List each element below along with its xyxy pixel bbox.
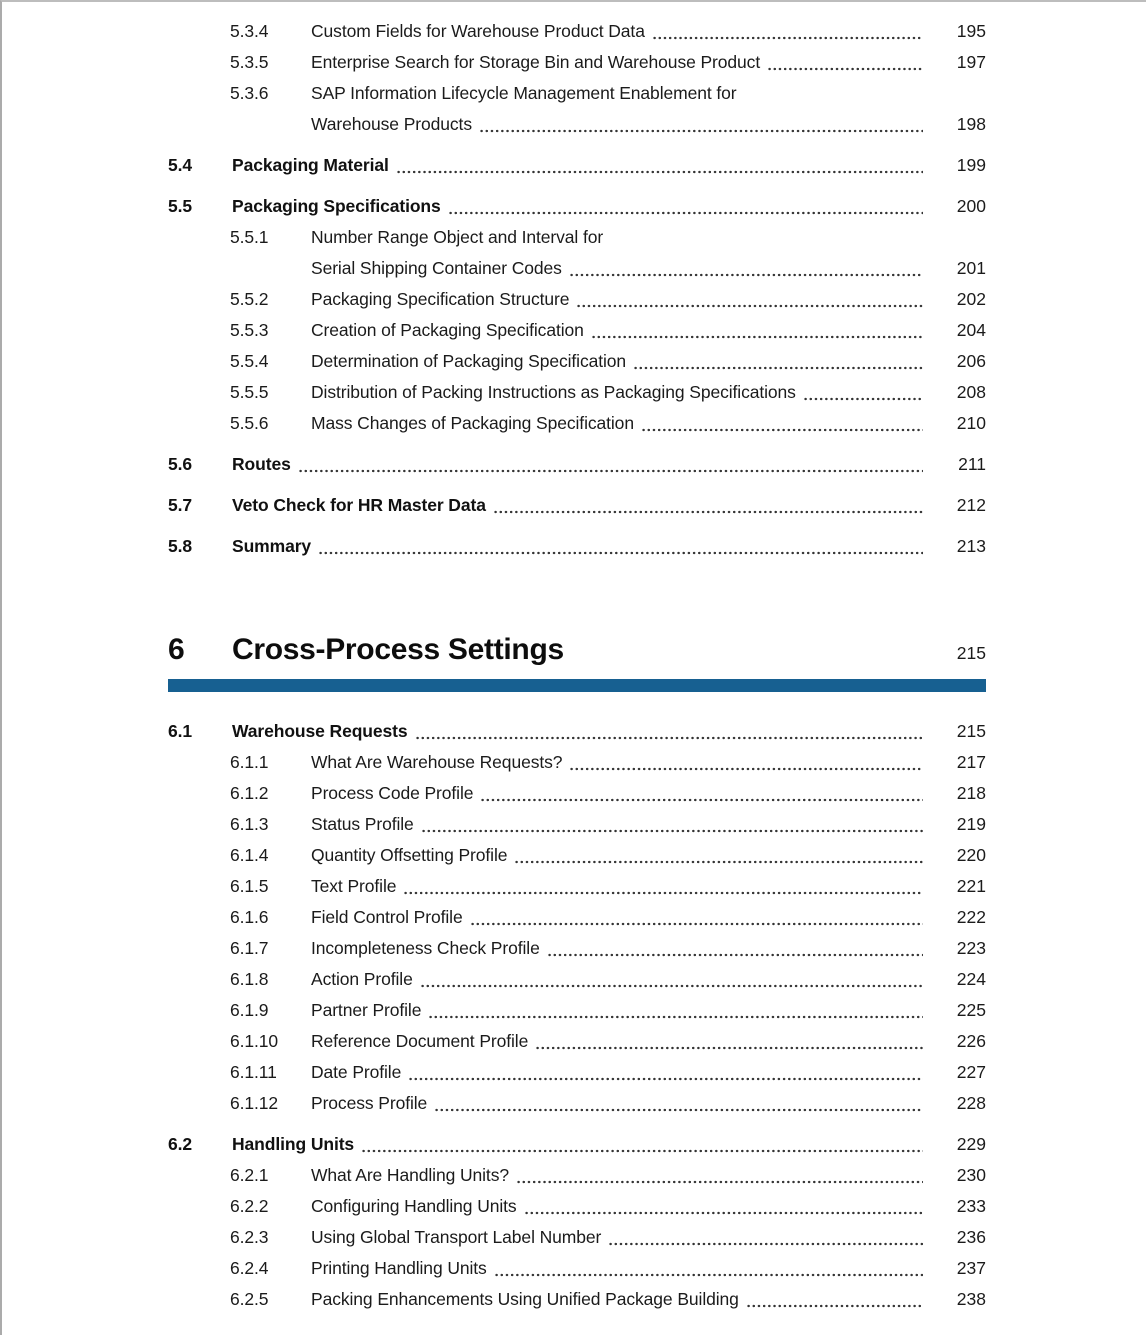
toc-entry-page-number: 221 [956,876,986,896]
toc-entry-title-line1 [311,809,938,840]
dot-leader [421,809,923,840]
toc-entry-number: 5.4 [168,155,193,175]
toc-entry-number: 6.1.5 [230,876,269,896]
toc-entry-title: Determination of Packaging Specification [311,351,627,371]
toc-entry-title-line1 [311,1088,938,1119]
toc-row[interactable] [230,284,986,315]
toc-entry-page-number: 204 [956,320,986,340]
toc-entry-text [311,1222,938,1253]
toc-row[interactable] [230,1088,986,1119]
chapter-heading[interactable] [168,630,986,670]
toc-entry-number: 5.3.4 [230,21,269,41]
toc-row[interactable] [168,150,986,181]
dot-leader [608,1222,923,1253]
toc-entry-title: Packing Enhancements Using Unified Package Building [311,1289,739,1309]
toc-entry-text [232,1129,938,1160]
toc-entry-title-line1 [232,191,938,222]
dot-leader [298,449,923,480]
toc-entry-number: 6.2.1 [230,1165,269,1185]
dot-leader [535,1026,923,1057]
toc-entry-text [311,809,938,840]
toc-entry-title: Using Global Transport Label Number [311,1227,602,1247]
toc-entry-title-line1 [232,150,938,181]
dot-leader [641,408,923,439]
toc-entry-title-line1 [311,840,938,871]
toc-entry-title-line1 [311,284,938,315]
chapter-rule [168,679,986,692]
toc-entry-title: Summary [232,536,312,556]
toc-entry-number: 5.8 [168,536,193,556]
toc-entry-title: Custom Fields for Warehouse Product Data [311,21,645,41]
dot-leader [524,1191,923,1222]
toc-entry-title-line1 [232,449,938,480]
toc-entry-text [311,284,938,315]
toc-row[interactable] [230,78,986,140]
toc-row[interactable] [230,871,986,902]
toc-row[interactable] [168,716,986,747]
dot-leader [415,716,923,747]
toc-row[interactable] [230,778,986,809]
toc-entry-text [311,1160,938,1191]
toc-entry-number: 6.1.6 [230,907,269,927]
toc-entry-page-number: 212 [956,495,986,515]
dot-leader [633,346,923,377]
toc-entry-title-line1 [311,1191,938,1222]
toc-entry-page-number: 213 [956,536,986,556]
toc-entry-title-line1 [311,1026,938,1057]
dot-leader [396,150,923,181]
toc-entry-title-line2 [311,253,938,284]
toc-entry-title: Configuring Handling Units [311,1196,517,1216]
dot-leader [448,191,923,222]
toc-entry-page-number: 197 [956,52,986,72]
toc-entry-title-line1 [311,871,938,902]
toc-entry-title-line1 [232,1129,938,1160]
dot-leader [408,1057,923,1088]
toc-row[interactable] [168,1129,986,1160]
toc-entry-page-number: 226 [956,1031,986,1051]
toc-entry-number: 5.5.1 [230,227,269,247]
toc-entry-title: Printing Handling Units [311,1258,487,1278]
toc-entry-text [311,747,938,778]
toc-entry-number: 6.2.5 [230,1289,269,1309]
toc-entry-title: What Are Handling Units? [311,1165,509,1185]
toc-row[interactable] [230,1222,986,1253]
toc-entry-title: Process Code Profile [311,783,474,803]
chapter-page-number: 215 [956,643,986,663]
dot-leader [403,871,923,902]
toc-entry-title-line1 [311,408,938,439]
toc-entry-text [311,408,938,439]
toc-entry-number: 6.1.8 [230,969,269,989]
toc-entry-number: 6.1.4 [230,845,269,865]
toc-row[interactable] [230,315,986,346]
toc-entry-number: 6.1.12 [230,1093,279,1113]
toc-entry-number: 5.3.6 [230,83,269,103]
toc-entry-page-number: 225 [956,1000,986,1020]
toc-entry-number: 6.1.11 [230,1062,277,1082]
toc-row[interactable] [230,809,986,840]
toc-entry-page-number: 218 [956,783,986,803]
toc-entry-text [311,1057,938,1088]
toc-entry-page-number: 223 [956,938,986,958]
toc-entry-text [311,315,938,346]
toc-entry-text [311,902,938,933]
dot-leader [318,531,923,562]
toc-entry-title: Partner Profile [311,1000,422,1020]
toc-entry-title: Field Control Profile [311,907,463,927]
toc-entry-number: 6.2.2 [230,1196,269,1216]
toc-row[interactable] [230,16,986,47]
toc-entry-title: Warehouse Requests [232,721,408,741]
toc-row[interactable] [230,747,986,778]
toc-row[interactable] [230,840,986,871]
toc-entry-title-continuation: Serial Shipping Container Codes [311,258,562,278]
dot-leader [420,964,923,995]
toc-entry-number: 6.1 [168,721,193,741]
toc-entry-page-number: 211 [958,454,986,474]
toc-entry-title: Date Profile [311,1062,402,1082]
toc-entry-text [232,449,938,480]
dot-leader [591,315,923,346]
toc-entry-page-number: 222 [956,907,986,927]
toc-entry-title: Packaging Specification Structure [311,289,570,309]
toc-entry-page-number: 224 [956,969,986,989]
toc-entry-title: Text Profile [311,876,397,896]
dot-leader [569,253,923,284]
toc-entry-page-number: 217 [956,752,986,772]
toc-entry-number: 6.2.3 [230,1227,269,1247]
toc-entry-text [311,1026,938,1057]
toc-entry-title: Quantity Offsetting Profile [311,845,508,865]
toc-entry-page-number: 195 [956,21,986,41]
dot-leader [547,933,923,964]
toc-entry-number: 5.5.3 [230,320,269,340]
toc-entry-title-line1 [311,47,938,78]
toc-entry-text [311,1191,938,1222]
toc-entry-page-number: 230 [956,1165,986,1185]
toc-row[interactable] [230,47,986,78]
toc-entry-title: Handling Units [232,1134,355,1154]
toc-entry-page-number: 199 [956,155,986,175]
toc-entry-page-number: 202 [956,289,986,309]
toc-row[interactable] [168,490,986,521]
toc-entry-number: 6.2 [168,1134,193,1154]
toc-entry-title-line1 [311,933,938,964]
toc-entry-page-number: 206 [956,351,986,371]
chapter-title: Cross-Process Settings [232,633,564,666]
toc-entry-page-number: 238 [956,1289,986,1309]
toc-entry-title-line1 [311,78,938,109]
toc-entry-title: Packaging Material [232,155,389,175]
toc-entry-title: Distribution of Packing Instructions as Packaging Specifications [311,382,796,402]
toc-entry-number: 5.5.5 [230,382,269,402]
toc-row[interactable] [230,902,986,933]
toc-row[interactable] [230,933,986,964]
toc-entry-number: 5.5 [168,196,193,216]
toc-entry-text [311,47,938,78]
toc-entry-title-line1 [311,1160,938,1191]
toc-row[interactable] [230,408,986,439]
chapter-heading-block [168,630,986,692]
toc-entry-text [311,871,938,902]
toc-entry-title-line1 [311,747,938,778]
toc-entry-page-number: 219 [956,814,986,834]
toc-entry-title: Action Profile [311,969,413,989]
toc-entry-title: Enterprise Search for Storage Bin and Warehouse Product [311,52,761,72]
toc-entry-number: 5.5.6 [230,413,269,433]
toc-entry-number: 6.1.9 [230,1000,269,1020]
toc-row[interactable] [168,449,986,480]
dot-leader [428,995,923,1026]
toc-row[interactable] [230,377,986,408]
toc-entry-text [311,840,938,871]
toc-entry-text [311,16,938,47]
toc-entry-number: 5.3.5 [230,52,269,72]
toc-entry-title-line1 [311,964,938,995]
toc-row[interactable] [168,191,986,222]
toc-entry-text [232,150,938,181]
toc-entry-number: 6.1.1 [230,752,269,772]
toc-entry-title-line1 [311,902,938,933]
dot-leader [480,778,923,809]
toc-row[interactable] [230,346,986,377]
toc-entry-number: 5.5.2 [230,289,269,309]
toc-entry-title-line1 [311,346,938,377]
toc-entry-number: 5.7 [168,495,193,515]
toc-row[interactable] [230,1191,986,1222]
toc-entry-text [311,933,938,964]
toc-entry-title-line1 [311,1253,938,1284]
dot-leader [514,840,923,871]
toc-row[interactable] [230,1253,986,1284]
dot-leader [434,1088,923,1119]
toc-entry-title: Reference Document Profile [311,1031,529,1051]
dot-leader [493,490,923,521]
toc-entry-page-number: 237 [956,1258,986,1278]
toc-list [168,16,986,1315]
toc-entry-title: Veto Check for HR Master Data [232,495,486,515]
toc-entry-title: Routes [232,454,291,474]
toc-entry-text [311,1284,938,1315]
toc-entry-title-line1 [232,531,938,562]
toc-entry-page-number: 215 [956,721,986,741]
toc-entry-number: 6.1.3 [230,814,269,834]
toc-entry-title-line1 [311,377,938,408]
toc-entry-title: Mass Changes of Packaging Specification [311,413,634,433]
toc-entry-text [311,222,938,284]
toc-entry-page-number: 200 [956,196,986,216]
toc-entry-text [311,78,938,140]
toc-row[interactable] [230,1284,986,1315]
toc-entry-page-number: 229 [956,1134,986,1154]
toc-entry-text [232,490,938,521]
toc-entry-page-number: 210 [956,413,986,433]
dot-leader [652,16,923,47]
toc-entry-title: Number Range Object and Interval for [311,227,604,247]
toc-entry-page-number: 233 [956,1196,986,1216]
dot-leader [361,1129,923,1160]
toc-entry-page-number: 208 [956,382,986,402]
toc-entry-text [311,1088,938,1119]
dot-leader [516,1160,923,1191]
toc-entry-number: 6.1.10 [230,1031,279,1051]
dot-leader [470,902,923,933]
toc-row[interactable] [230,964,986,995]
toc-entry-text [311,377,938,408]
chapter-number: 6 [168,633,185,666]
toc-entry-number: 5.6 [168,454,193,474]
toc-entry-title-line1 [311,16,938,47]
toc-entry-text [232,716,938,747]
toc-entry-title-line2 [311,109,938,140]
dot-leader [494,1253,923,1284]
toc-entry-page-number: 201 [956,258,986,278]
toc-entry-text [311,778,938,809]
toc-entry-text [311,346,938,377]
dot-leader [569,747,923,778]
toc-entry-number: 5.5.4 [230,351,269,371]
toc-entry-text [311,1253,938,1284]
toc-entry-title: What Are Warehouse Requests? [311,752,563,772]
toc-entry-title-line1 [311,778,938,809]
toc-entry-title: Process Profile [311,1093,428,1113]
toc-entry-title-line1 [232,716,938,747]
toc-entry-page-number: 236 [956,1227,986,1247]
dot-leader [803,377,923,408]
dot-leader [576,284,923,315]
toc-entry-page-number: 227 [956,1062,986,1082]
toc-entry-title: Status Profile [311,814,414,834]
toc-entry-title-line1 [311,222,938,253]
dot-leader [479,109,923,140]
toc-entry-title-line1 [311,315,938,346]
toc-entry-page-number: 220 [956,845,986,865]
toc-entry-title-line1 [311,1222,938,1253]
toc-entry-page-number: 228 [956,1093,986,1113]
toc-entry-title-line1 [311,1057,938,1088]
toc-entry-number: 6.2.4 [230,1258,269,1278]
toc-entry-title-line1 [232,490,938,521]
dot-leader [746,1284,923,1315]
toc-entry-title: Incompleteness Check Profile [311,938,540,958]
toc-entry-title: Creation of Packaging Specification [311,320,584,340]
toc-entry-title: Packaging Specifications [232,196,441,216]
toc-row[interactable] [230,1057,986,1088]
toc-entry-text [311,995,938,1026]
toc-row[interactable] [230,995,986,1026]
toc-entry-number: 6.1.7 [230,938,269,958]
toc-row[interactable] [168,531,986,562]
toc-row[interactable] [230,1160,986,1191]
toc-entry-title-line1 [311,995,938,1026]
toc-entry-page-number: 198 [956,114,986,134]
toc-entry-text [232,191,938,222]
toc-entry-text [232,531,938,562]
toc-row[interactable] [230,1026,986,1057]
toc-entry-title: SAP Information Lifecycle Management Enablement for [311,83,737,103]
dot-leader [767,47,923,78]
toc-entry-title-line1 [311,1284,938,1315]
toc-entry-title-continuation: Warehouse Products [311,114,472,134]
toc-entry-number: 6.1.2 [230,783,269,803]
toc-row[interactable] [230,222,986,284]
toc-entry-text [311,964,938,995]
